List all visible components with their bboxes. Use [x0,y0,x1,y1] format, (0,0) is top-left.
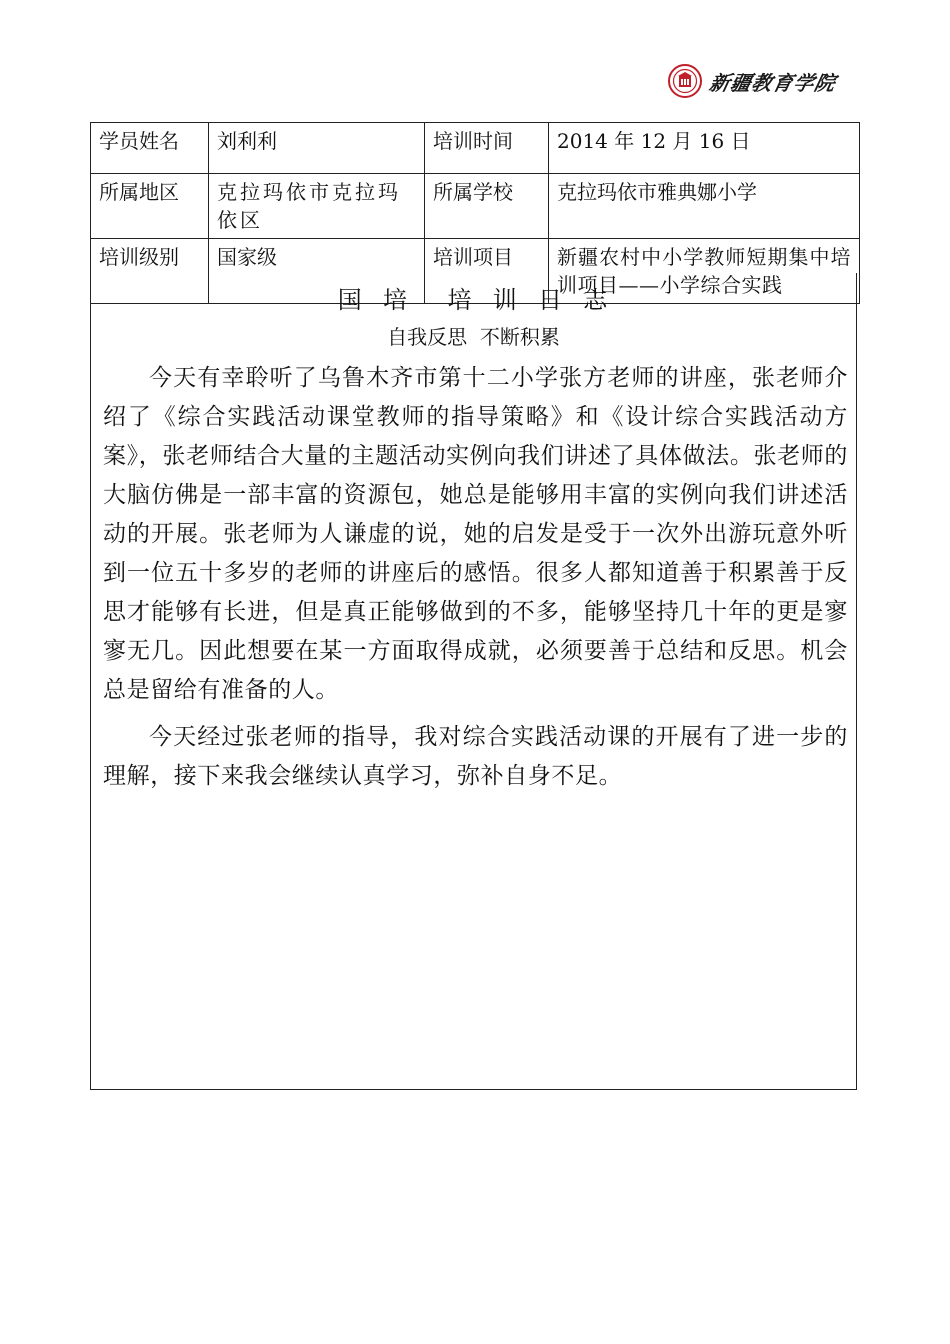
header-logo [668,64,839,98]
journal-section [90,273,857,1090]
time-value: 2014 年 12 月 16 日 [549,123,860,174]
school-seal-icon [668,64,702,98]
project-label: 培训项目 [425,239,549,304]
table-row [91,174,860,239]
name-label: 学员姓名 [91,123,209,174]
level-label: 培训级别 [91,239,209,304]
journal-paragraph: 今天经过张老师的指导，我对综合实践活动课的开展有了进一步的理解，接下来我会继续认真学习，弥补自身不足。 [103,724,848,789]
school-value: 克拉玛依市雅典娜小学 [549,174,860,239]
table-row [91,123,860,174]
journal-paragraph: 今天有幸聆听了乌鲁木齐市第十二小学张方老师的讲座，张老师介绍了《综合实践活动课堂教师的指导策略》和《设计综合实践活动方案》，张老师结合大量的主题活动实例向我们讲述了具体做法。张老师的大脑仿佛是一部丰富的资源包，她总是能够用丰富的实例向我们讲述活动的开展。张老师为人谦虚的说，她的启发是受于一次外出游玩意外听到一位五十多岁的老师的讲座后的感悟。很多人都知道善于积累善于反思才能够有长进，但是真正能够做到的不多，能够坚持几十年的更是寥寥无几。因此想要在某一方面取得成就，必须要善于总结和反思。机会总是留给有准备的人。 [103,365,848,703]
time-label: 培训时间 [425,123,549,174]
journal-title: 国 培 培 训 日 志 [337,286,610,314]
region-value: 克拉玛依市克拉玛依区 [209,174,425,239]
region-label: 所属地区 [91,174,209,239]
project-value: 新疆农村中小学教师短期集中培训项目——小学综合实践 [549,239,860,304]
name-value: 刘利利 [209,123,425,174]
journal-subtitle: 自我反思 不断积累 [387,325,560,349]
logo-text: 新疆教育学院 [707,70,839,95]
school-label: 所属学校 [425,174,549,239]
level-value: 国家级 [209,239,425,304]
